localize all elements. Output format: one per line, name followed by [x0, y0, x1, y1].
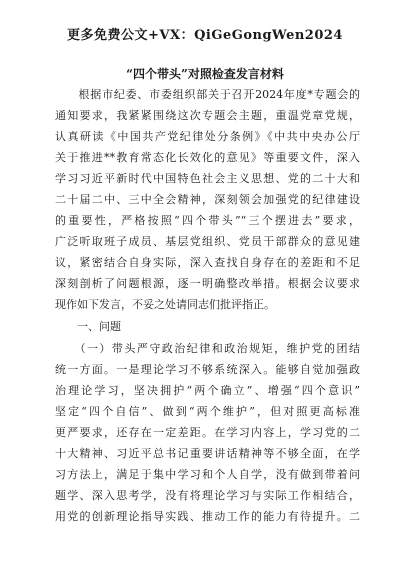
- intro-paragraph: [55, 84, 360, 315]
- document-header: 更多免费公文+VX：QiGeGongWen2024: [67, 28, 343, 43]
- section-heading: 一、问题: [55, 320, 121, 333]
- paragraph-line: 用党的创新理论指导实践、推动工作的能力有待提升。二: [55, 510, 360, 523]
- paragraph-line: （一）带头严守政治纪律和政治规矩，维护党的团结: [55, 342, 360, 355]
- paragraph-line: 十大精神、习近平总书记重要讲话精神等不够全面，在学: [55, 447, 360, 460]
- paragraph-line: 统一方面。一是理论学习不够系统深入。能够自觉加强政: [55, 363, 360, 376]
- intro-line: 学习习近平新时代中国特色社会主义思想、党的二十大和: [55, 172, 360, 185]
- paragraph-line: 坚定“四个自信”、做到“两个维护”，但对照更高标准: [55, 405, 360, 418]
- intro-line: 根据市纪委、市委组织部关于召开2024年度*专题会的: [55, 88, 360, 101]
- intro-line: 二十届二中、三中全会精神，深刻领会加强党的纪律建设: [55, 193, 360, 206]
- paragraph-line: 更严要求，还存在一定差距。在学习内容上，学习党的二: [55, 426, 360, 439]
- intro-line: 广泛听取班子成员、基层党组织、党员干部群众的意见建: [55, 235, 360, 248]
- intro-line: 认真研读《中国共产党纪律处分条例》《中共中央办公厅: [55, 130, 360, 143]
- intro-line: 议，紧密结合自身实际，深入查找自身存在的差距和不足: [55, 256, 360, 269]
- paragraph-line: 治理论学习，坚决拥护“两个确立”、增强“四个意识”: [55, 384, 360, 397]
- intro-line: 现作如下发言，不妥之处请同志们批评指正。: [55, 298, 275, 311]
- document-body: [55, 84, 360, 527]
- paragraph-line: 习方法上，满足于集中学习和个人自学，没有做到带着问: [55, 468, 360, 481]
- intro-line: 深刻剖析了问题根源，逐一明确整改举措。根据会议要求: [55, 277, 360, 290]
- intro-line: 通知要求，我紧紧围绕这次专题会主题，重温党章党规，: [55, 109, 360, 122]
- problem-paragraph: [55, 338, 360, 527]
- intro-line: 的重要性，严格按照“四个带头”“三个摆进去”要求，: [55, 214, 360, 227]
- document-title: “四个带头”对照检查发言材料: [126, 67, 284, 81]
- intro-line: 关于推进**教育常态化长效化的意见》等重要文件，深入: [55, 151, 360, 164]
- paragraph-line: 题学、深入思考学，没有将理论学习与实际工作相结合，: [55, 489, 360, 502]
